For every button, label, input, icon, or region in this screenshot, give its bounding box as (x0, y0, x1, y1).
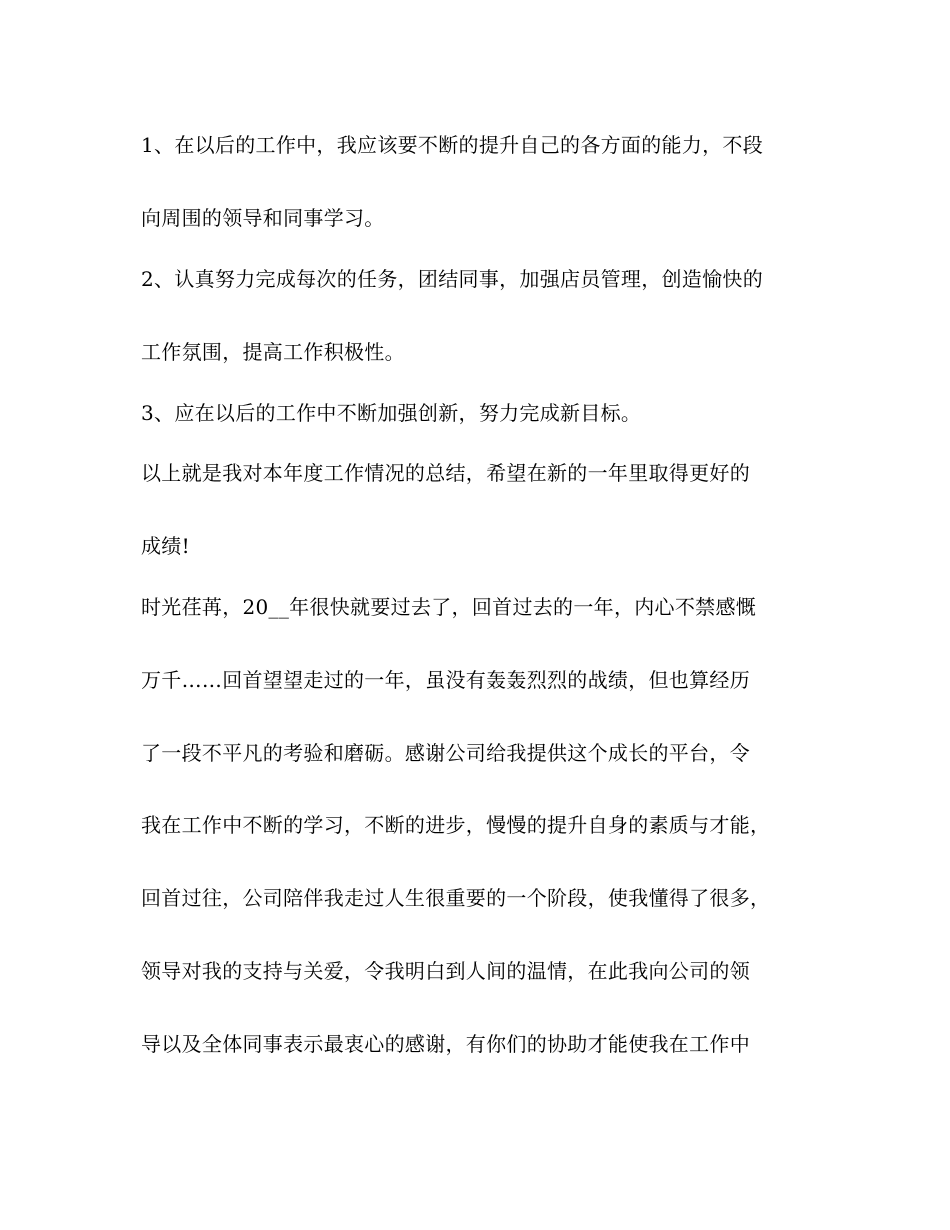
text-line: 时光荏苒，20__年很快就要过去了，回首过去的一年，内心不禁感慨 (141, 595, 757, 619)
text-line: 万千……回首望望走过的一年，虽没有轰轰烈烈的战绩，但也算经历 (141, 668, 750, 692)
text-line: 成绩! (141, 534, 190, 558)
text-line: 工作氛围，提高工作积极性。 (141, 340, 405, 364)
text-line: 以上就是我对本年度工作情况的总结，希望在新的一年里取得更好的 (141, 461, 750, 485)
text-line: 1、在以后的工作中，我应该要不断的提升自己的各方面的能力，不段 (141, 133, 764, 157)
text-line: 我在工作中不断的学习，不断的进步，慢慢的提升自身的素质与才能， (141, 813, 771, 837)
text-line: 回首过往，公司陪伴我走过人生很重要的一个阶段，使我懂得了很多， (141, 886, 771, 910)
text-line: 了一段不平凡的考验和磨砺。感谢公司给我提供这个成长的平台，令 (141, 741, 750, 765)
text-line: 3、应在以后的工作中不断加强创新，努力完成新目标。 (141, 401, 642, 425)
text-line: 2、认真努力完成每次的任务，团结同事，加强店员管理，创造愉快的 (141, 267, 764, 291)
text-line: 导以及全体同事表示最衷心的感谢，有你们的协助才能使我在工作中 (141, 1032, 750, 1056)
text-line: 领导对我的支持与关爱，令我明白到人间的温情，在此我向公司的领 (141, 959, 750, 983)
text-line: 向周围的领导和同事学习。 (141, 206, 385, 230)
